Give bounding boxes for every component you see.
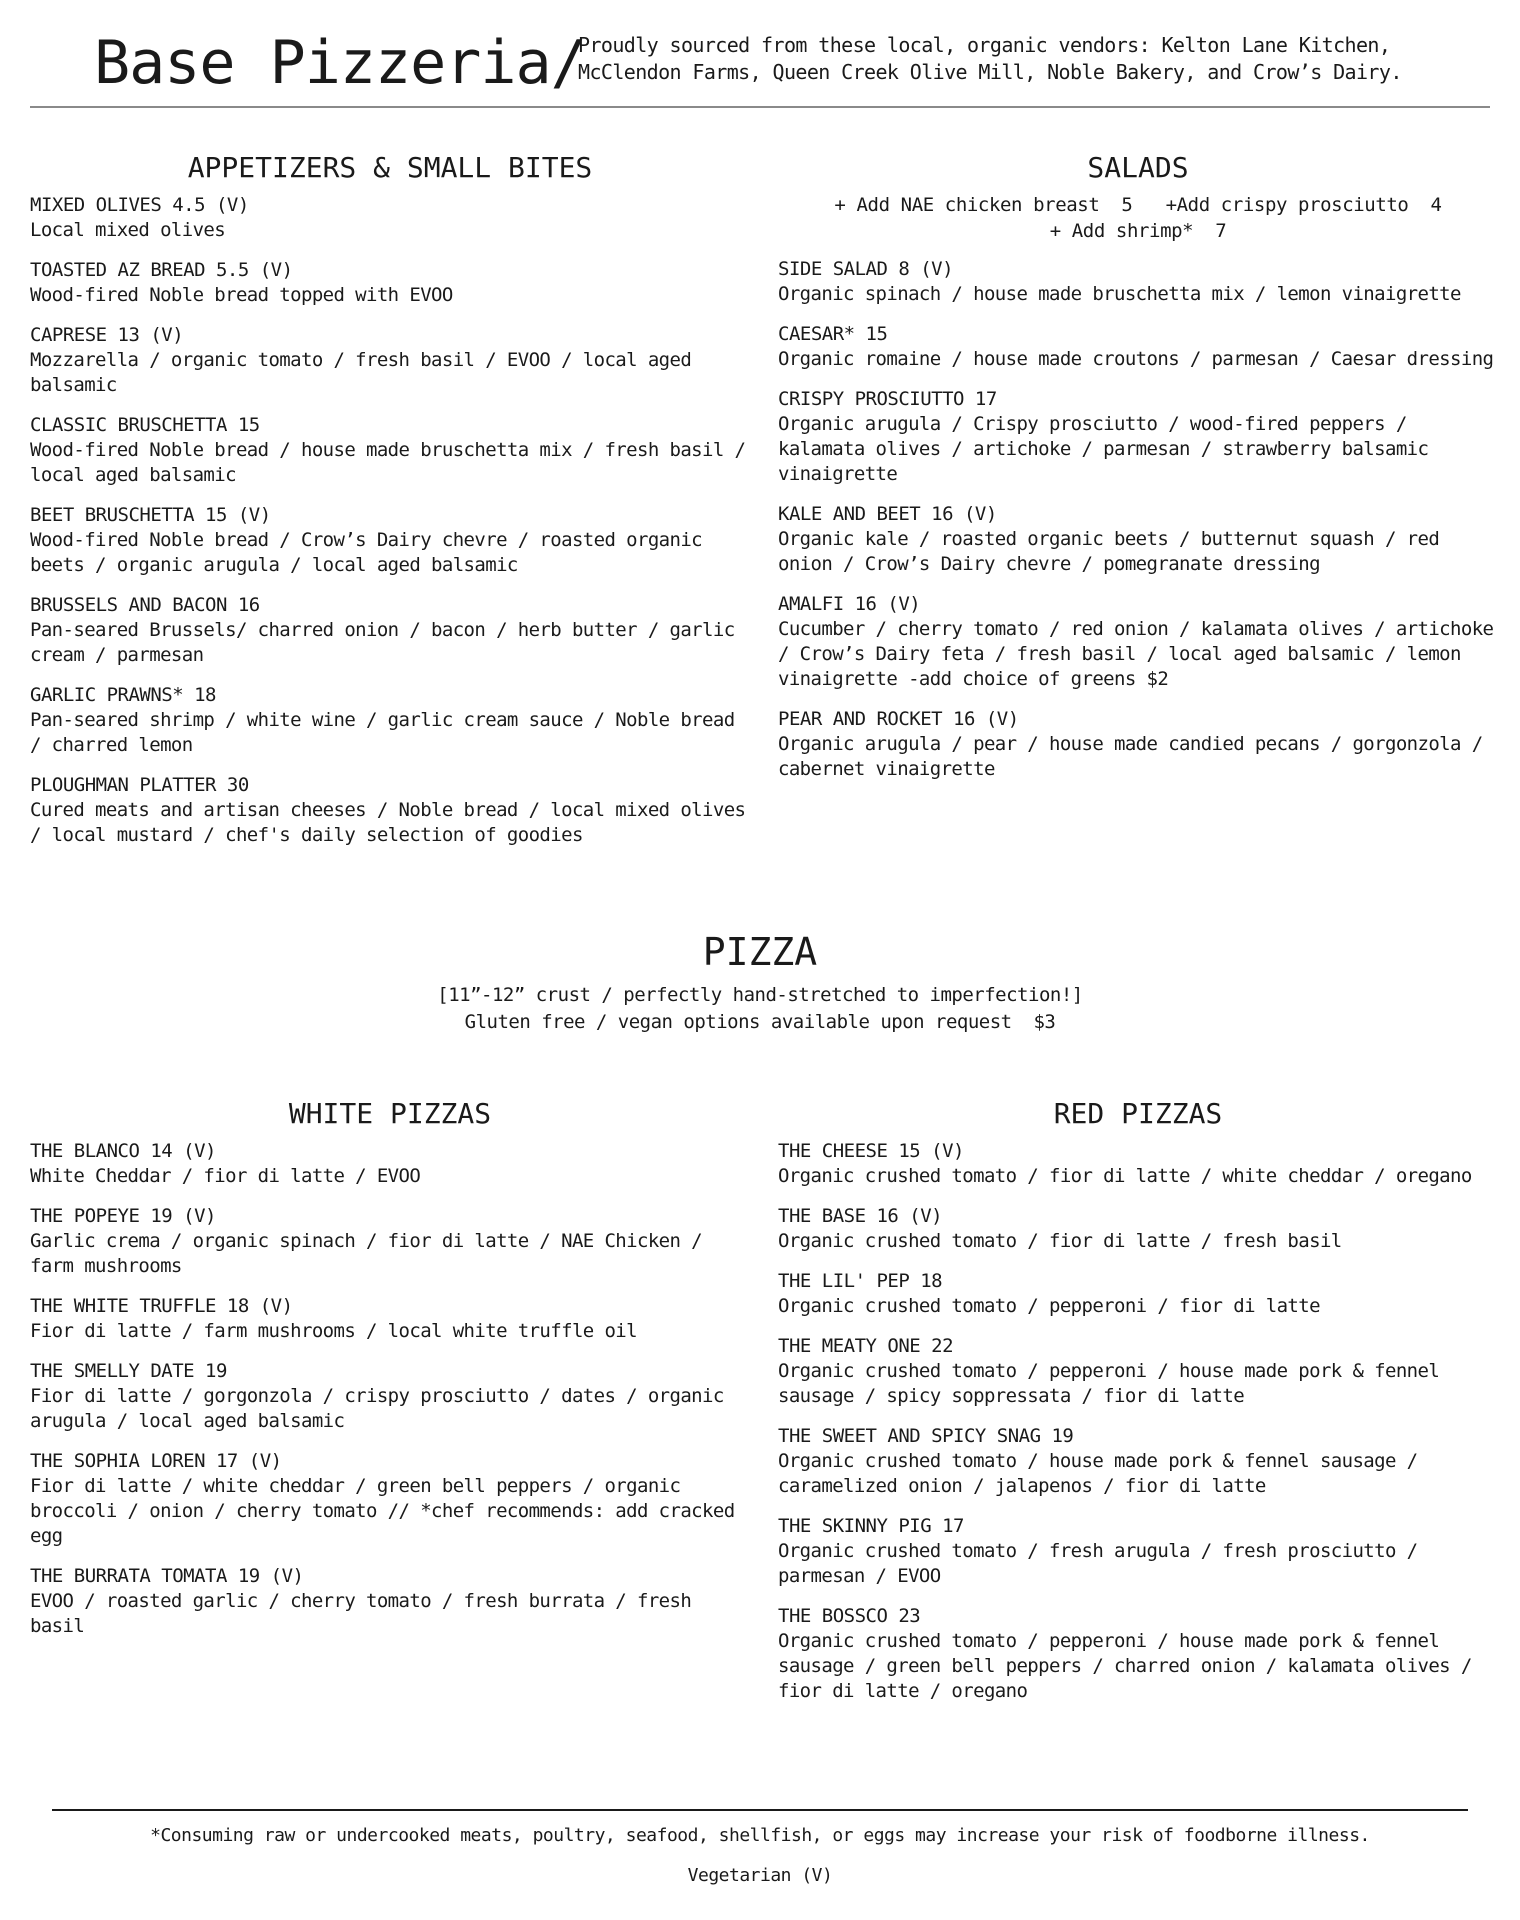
menu-item-description: Organic crushed tomato / house made pork & fennel sausage / caramelized onion / jalapenos / fior di latte [778, 1450, 1418, 1497]
white-pizzas-section [30, 1096, 750, 1653]
menu-item [778, 321, 1498, 372]
menu-item-name: KALE AND BEET 16 (V) [778, 503, 997, 525]
menu-item-description: Organic crushed tomato / fresh arugula / fresh prosciutto / parmesan / EVOO [778, 1540, 1418, 1587]
menu-item-name: CAESAR* 15 [778, 323, 888, 345]
menu-item-description: Wood-fired Noble bread / house made bruschetta mix / fresh basil / local aged balsamic [30, 439, 746, 486]
menu-item-name: THE LIL' PEP 18 [778, 1270, 943, 1292]
menu-item-name: MIXED OLIVES 4.5 (V) [30, 194, 249, 216]
menu-item-name: CAPRESE 13 (V) [30, 324, 184, 346]
raw-food-disclaimer: *Consuming raw or undercooked meats, poultry, seafood, shellfish, or eggs may increase your risk of foodborne illness. [150, 1825, 1370, 1846]
appetizers-title: APPETIZERS & SMALL BITES [187, 151, 593, 184]
menu-item [778, 1423, 1498, 1499]
footer-divider [52, 1809, 1468, 1811]
menu-item [30, 502, 750, 578]
menu-item-name: SIDE SALAD 8 (V) [778, 258, 954, 280]
menu-item [778, 1513, 1498, 1589]
menu-item-description: Organic arugula / pear / house made candied pecans / gorgonzola / cabernet vinaigrette [778, 733, 1483, 780]
menu-item-description: EVOO / roasted garlic / cherry tomato / fresh burrata / fresh basil [30, 1590, 692, 1637]
pizza-crust-note: [11”-12” crust / perfectly hand-stretched to imperfection!] [437, 984, 1083, 1006]
menu-item-name: PEAR AND ROCKET 16 (V) [778, 708, 1019, 730]
menu-item [30, 1563, 750, 1639]
menu-item-description: Fior di latte / gorgonzola / crispy prosciutto / dates / organic arugula / local aged balsamic [30, 1385, 724, 1432]
menu-item-description: White Cheddar / fior di latte / EVOO [30, 1165, 421, 1187]
menu-item [30, 1358, 750, 1434]
menu-item-name: CLASSIC BRUSCHETTA 15 [30, 414, 260, 436]
appetizers-list [30, 192, 750, 848]
vendor-tagline: Proudly sourced from these local, organic vendors: Kelton Lane Kitchen, McClendon Farms, Queen Creek Olive Mill, Noble Bakery, and Crow’s Dairy. [578, 33, 1402, 84]
menu-item-description: Organic crushed tomato / fior di latte / fresh basil [778, 1230, 1342, 1252]
menu-item-description: Organic kale / roasted organic beets / butternut squash / red onion / Crow’s Dairy chevre / pomegranate dressing [778, 528, 1440, 575]
restaurant-name: Base Pizzeria/ [94, 28, 586, 98]
white-pizzas-list [30, 1138, 750, 1639]
menu-item [778, 591, 1498, 692]
salad-addons [778, 192, 1498, 244]
menu-item-description: Fior di latte / white cheddar / green bell peppers / organic broccoli / onion / cherry tomato // *chef recommends: add cracked egg [30, 1475, 735, 1547]
salads-list [778, 256, 1498, 782]
menu-item-description: Mozzarella / organic tomato / fresh basil / EVOO / local aged balsamic [30, 349, 692, 396]
salads-title: SALADS [1087, 151, 1189, 184]
menu-item [778, 1268, 1498, 1319]
menu-item-name: GARLIC PRAWNS* 18 [30, 684, 216, 706]
menu-item-name: THE SKINNY PIG 17 [778, 1515, 964, 1537]
menu-item-name: THE POPEYE 19 (V) [30, 1205, 216, 1227]
menu-item [30, 1203, 750, 1279]
menu-item-name: THE BURRATA TOMATA 19 (V) [30, 1565, 304, 1587]
menu-item-description: Fior di latte / farm mushrooms / local white truffle oil [30, 1320, 637, 1342]
menu-item-name: TOASTED AZ BREAD 5.5 (V) [30, 259, 293, 281]
white-pizzas-title: WHITE PIZZAS [288, 1097, 492, 1130]
menu-item [30, 1293, 750, 1344]
menu-item-description: Organic romaine / house made croutons / parmesan / Caesar dressing [778, 348, 1494, 370]
menu-item-description: Wood-fired Noble bread / Crow’s Dairy chevre / roasted organic beets / organic arugula / local aged balsamic [30, 529, 703, 576]
menu-item-description: Garlic crema / organic spinach / fior di latte / NAE Chicken / farm mushrooms [30, 1230, 703, 1277]
pizza-section-header [0, 928, 1520, 1036]
menu-item [778, 1333, 1498, 1409]
menu-item [30, 682, 750, 758]
menu-item-description: Pan-seared Brussels/ charred onion / bacon / herb butter / garlic cream / parmesan [30, 619, 735, 666]
menu-item-name: THE SMELLY DATE 19 [30, 1360, 227, 1382]
salad-addons-line-2: + Add shrimp* 7 [1049, 220, 1227, 242]
menu-item-name: THE SOPHIA LOREN 17 (V) [30, 1450, 282, 1472]
menu-item [30, 322, 750, 398]
red-pizzas-section [778, 1096, 1498, 1718]
menu-item [30, 592, 750, 668]
menu-item-description: Cured meats and artisan cheeses / Noble bread / local mixed olives / local mustard / chef's daily selection of goodies [30, 799, 746, 846]
menu-item-name: THE CHEESE 15 (V) [778, 1140, 964, 1162]
menu-item-name: THE BOSSCO 23 [778, 1605, 921, 1627]
menu-item-description: Organic crushed tomato / pepperoni / house made pork & fennel sausage / green bell peppers / charred onion / kalamata olives / fior di latte / oregano [778, 1630, 1472, 1702]
appetizers-section [30, 150, 750, 862]
menu-item-description: Pan-seared shrimp / white wine / garlic cream sauce / Noble bread / charred lemon [30, 709, 735, 756]
vegetarian-legend: Vegetarian (V) [687, 1865, 833, 1886]
menu-item [30, 257, 750, 308]
menu-item [778, 706, 1498, 782]
menu-item-name: BEET BRUSCHETTA 15 (V) [30, 504, 271, 526]
red-pizzas-list [778, 1138, 1498, 1704]
menu-item [778, 386, 1498, 487]
salad-addons-line-1: + Add NAE chicken breast 5 +Add crispy prosciutto 4 [834, 194, 1442, 216]
menu-item-name: THE WHITE TRUFFLE 18 (V) [30, 1295, 293, 1317]
menu-item [778, 1603, 1498, 1704]
menu-item-name: CRISPY PROSCIUTTO 17 [778, 388, 997, 410]
pizza-title: PIZZA [702, 930, 818, 974]
menu-item [778, 1138, 1498, 1189]
menu-header [30, 22, 1490, 104]
salads-section [778, 150, 1498, 796]
menu-item-description: Organic spinach / house made bruschetta mix / lemon vinaigrette [778, 283, 1461, 305]
menu-item [30, 772, 750, 848]
menu-item-name: PLOUGHMAN PLATTER 30 [30, 774, 249, 796]
menu-item-name: BRUSSELS AND BACON 16 [30, 594, 260, 616]
menu-item-name: AMALFI 16 (V) [778, 593, 921, 615]
menu-item-description: Organic crushed tomato / pepperoni / house made pork & fennel sausage / spicy soppressata / fior di latte [778, 1360, 1440, 1407]
red-pizzas-title: RED PIZZAS [1053, 1097, 1223, 1130]
menu-item-description: Organic arugula / Crispy prosciutto / wood-fired peppers / kalamata olives / artichoke / parmesan / strawberry balsamic vinaigrette [778, 413, 1429, 485]
menu-item [30, 412, 750, 488]
menu-item-name: THE MEATY ONE 22 [778, 1335, 954, 1357]
menu-item-description: Cucumber / cherry tomato / red onion / kalamata olives / artichoke / Crow’s Dairy feta / fresh basil / local aged balsamic / lemon vinaigrette -add choice of greens $2 [778, 618, 1494, 690]
menu-item [30, 1448, 750, 1549]
menu-item [778, 501, 1498, 577]
menu-item [30, 1138, 750, 1189]
menu-item-description: Local mixed olives [30, 219, 226, 241]
menu-item [778, 256, 1498, 307]
header-divider [30, 106, 1490, 108]
menu-item-name: THE SWEET AND SPICY SNAG 19 [778, 1425, 1074, 1447]
menu-item-name: THE BLANCO 14 (V) [30, 1140, 216, 1162]
menu-item-description: Organic crushed tomato / pepperoni / fior di latte [778, 1295, 1320, 1317]
menu-item-name: THE BASE 16 (V) [778, 1205, 943, 1227]
pizza-options-note: Gluten free / vegan options available upon request $3 [464, 1011, 1056, 1033]
menu-item [778, 1203, 1498, 1254]
menu-item [30, 192, 750, 243]
menu-item-description: Organic crushed tomato / fior di latte / white cheddar / oregano [778, 1165, 1472, 1187]
menu-item-description: Wood-fired Noble bread topped with EVOO [30, 284, 453, 306]
